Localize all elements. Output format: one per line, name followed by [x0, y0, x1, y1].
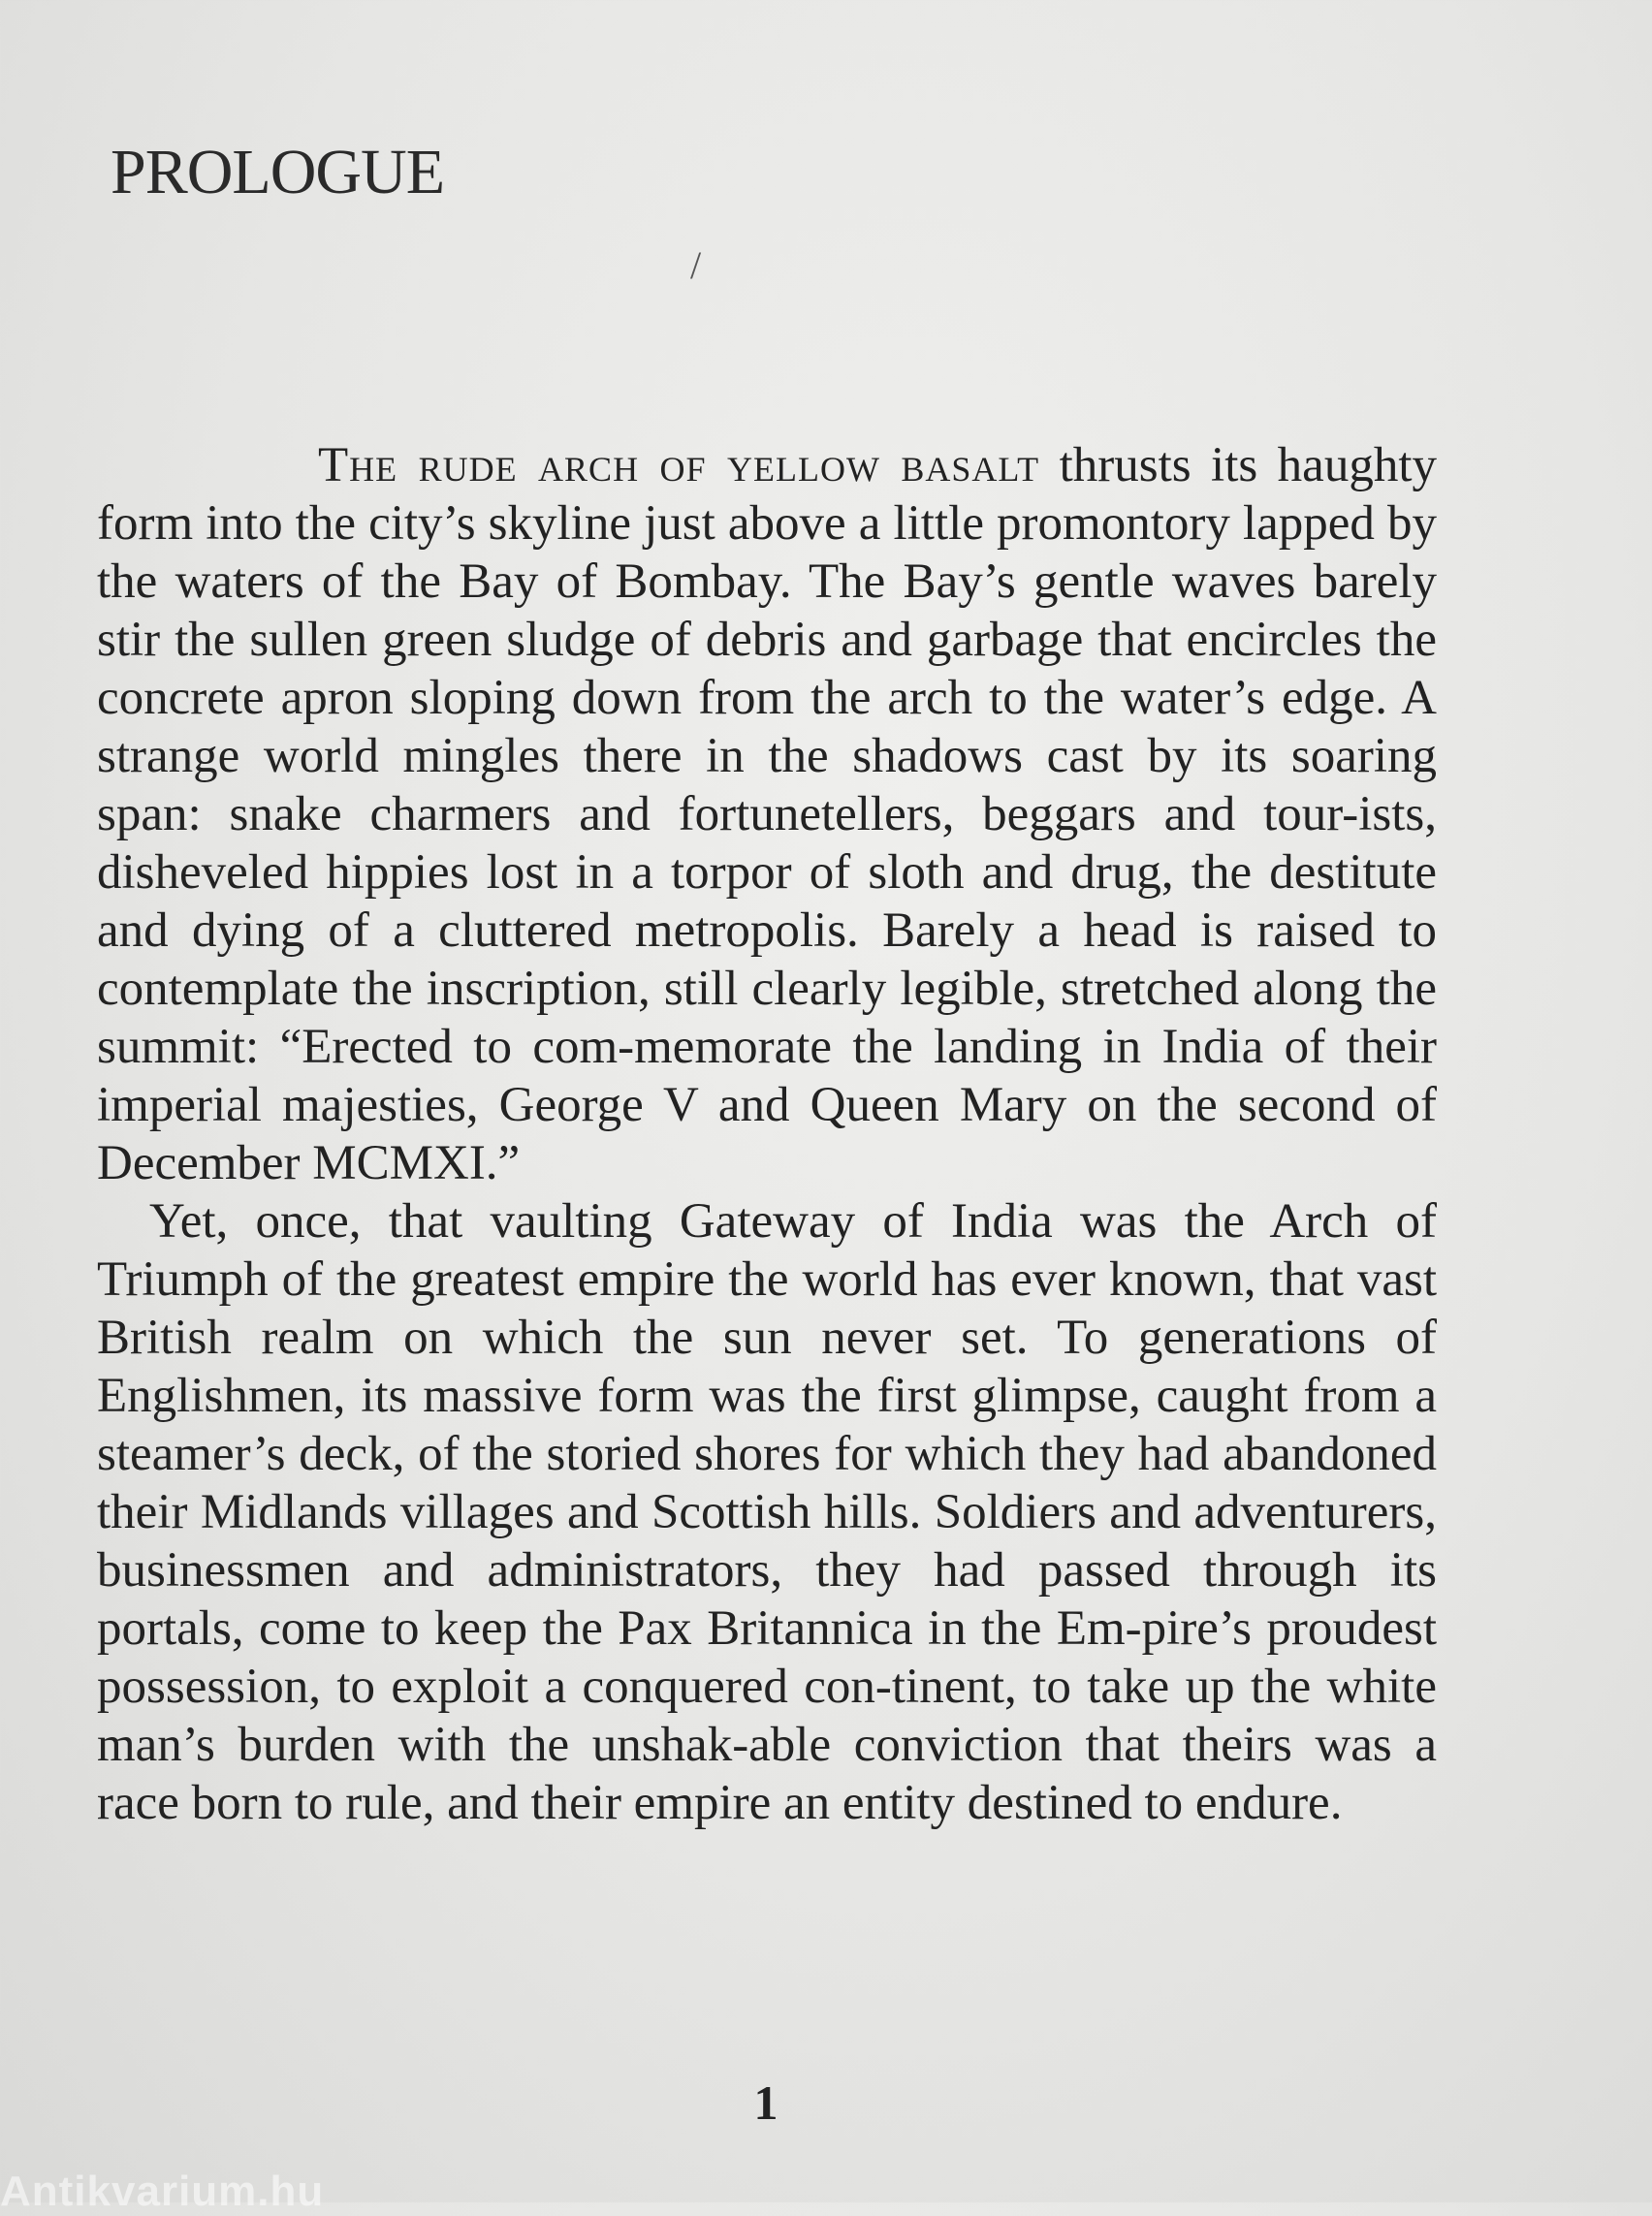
paragraph-2: Yet, once, that vaulting Gateway of India was the Arch of Triumph of the greatest empire the world has ever known, that vast British realm on which the sun never set. To generations of Englishmen, its massive form was the first glimpse, caught from a steamer’s deck, of the storied shores for which they had abandoned their Midlands villages and Scottish hills. Soldiers and adventurers, businessmen and administrators, they had passed through its portals, come to keep the Pax Britannica in the Em-pire’s proudest possession, to exploit a conquered con-tinent, to take up the white man’s burden with the unshak-able conviction that theirs was a race born to rule, and their empire an entity destined to endure.: [97, 1194, 1437, 1830]
watermark: Antikvarium.hu: [0, 2168, 325, 2215]
chapter-heading: PROLOGUE: [111, 137, 445, 207]
page-number: 1: [753, 2075, 778, 2130]
paragraph-1: [97, 436, 1437, 1192]
prologue-body: [97, 436, 1437, 1832]
margin-pencil-mark: /: [690, 243, 702, 287]
paragraph-1-text: thrusts its haughty form into the city’s skyline just above a little promontory lapped by the waters of the Bay of Bombay. The Bay’s gentle waves barely stir the sullen green sludge of debris and garbage that encircles the concrete apron sloping down from the arch to the water’s edge. A strange world mingles there in the shadows cast by its soaring span: snake charmers and fortunetellers, beggars and tour-ists, disheveled hippies lost in a torpor of sloth and drug, the destitute and dying of a cluttered metropolis. Barely a head is raised to contemplate the inscription, still clearly legible, stretched along the summit: “Erected to com-memorate the landing in India of their imperial majesties, George V and Queen Mary on the second of December MCMXI.”: [97, 438, 1437, 1190]
lead-in-small-caps: The rude arch of yellow basalt: [318, 438, 1040, 492]
